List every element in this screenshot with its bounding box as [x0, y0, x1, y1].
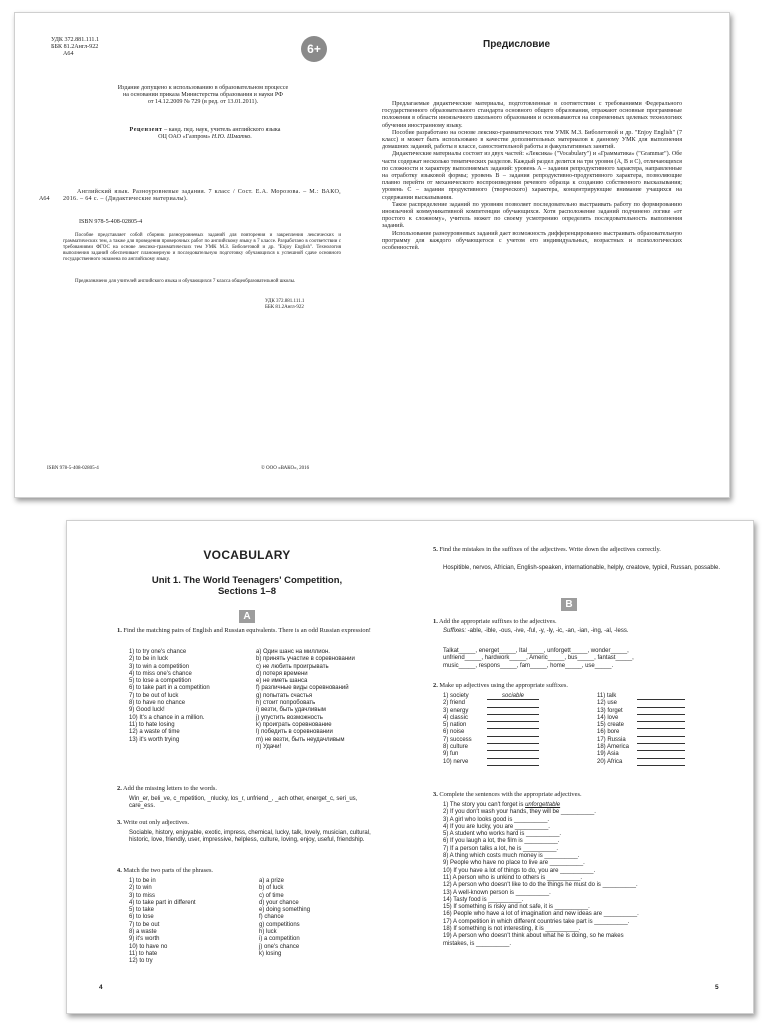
list-item: 19) A person who doesn't think about what he is doing, so he makes [443, 933, 624, 940]
list-item: 6) noise [443, 729, 465, 736]
list-item: b) of luck [259, 885, 284, 892]
vocabulary-title: VOCABULARY [203, 548, 291, 562]
list-item: 4) If you are lucky, you are __________. [443, 823, 550, 830]
list-item: 5) A student who works hard is __________. [443, 831, 562, 838]
preface-paragraph: Предлагаемые дидактические материалы, подготовленные в соответствии с требованиями Федерального государственного образовательного стандарта основного общего образования, отражают основные программные положения в области иноязычного школьного образования и основываются на современных целевых технологиях обучения иностранному языку. [382, 101, 682, 129]
task-number: 2. [117, 785, 122, 792]
list-item: 12) a waste of time [129, 729, 180, 736]
list-item: h) стоит попробовать [256, 700, 316, 707]
list-item: a) a prize [259, 878, 285, 884]
list-item: l) победить в соревновании [256, 729, 333, 736]
task-number: 5. [433, 546, 438, 553]
answer-blank[interactable] [637, 729, 685, 736]
list-item: 11) to hate losing [129, 721, 175, 728]
approval-notice [53, 85, 353, 107]
list-item: 16) People who have a lot of imagination and new ideas are __________. [443, 911, 639, 918]
list-item: 15) create [597, 722, 625, 729]
list-item: 12) use [597, 700, 618, 707]
task-a5-instruction [433, 546, 733, 553]
task-number: 3. [117, 819, 122, 826]
example-answer: sociable [487, 693, 539, 700]
task-text: Write out only adjectives. [123, 819, 190, 826]
catalog-code: А64 [39, 196, 50, 202]
udk-code-bottom: УДК 372.881.111.1 [265, 299, 305, 304]
answer-blank[interactable] [487, 700, 539, 707]
list-item: 13) it's worth trying [129, 736, 180, 743]
missing-letters-text: Win_er, beli_ve, c_mpetition, _nlucky, los_r, unfriend_, _ach other, energet_c, seri_us, care_ess. [129, 796, 358, 810]
approval-line: от 14.12.2009 № 729 (в ред. от 13.01.2011). [147, 99, 259, 106]
nouns-list-right [597, 693, 727, 766]
list-item: j) упустить возможность [256, 714, 323, 721]
imprint-spread-page [14, 12, 730, 498]
list-item: d) потеря времени [256, 670, 308, 677]
answer-blank[interactable] [637, 744, 685, 751]
list-item: 9) Good luck! [129, 707, 165, 714]
page-number-right: 5 [715, 984, 719, 991]
list-item: 5) to lose a competition [129, 678, 192, 685]
list-item: 12) to try [129, 958, 153, 965]
list-item: 1) to try one's chance [129, 649, 187, 655]
suffixes-label: Suffixes: [443, 628, 467, 634]
author-mark: А64 [63, 51, 74, 58]
footer-copyright: © ООО «ВАКО», 2016 [261, 466, 310, 471]
age-rating-badge: 6+ [301, 36, 327, 62]
list-item: g) competitions [259, 921, 300, 928]
list-item: 8) A thing which costs much money is __________. [443, 853, 580, 860]
list-item: 12) A person who doesn't like to do the things he must do is __________. [443, 882, 638, 889]
task-text: Add the appropriate suffixes to the adjectives. [439, 618, 557, 625]
section-a-badge: A [239, 610, 255, 623]
list-item: j) one's chance [259, 943, 300, 950]
task-a4-instruction [117, 867, 385, 874]
list-item: i) везти, быть удачливым [256, 707, 326, 714]
suffixes-list: -able, -ible, -ous, -ive, -ful, -y, -ly, -ic, -an, -ian, -ing, -al, -less. [466, 628, 629, 634]
list-item: 9) fun [443, 751, 459, 758]
catalog-entry: Английский язык. Разноуровневые задания. 7 класс / Сост. Е.А. Морозова. – М.: ВАКО, 2016. – 64 с. – (Дидактические материалы). [63, 189, 341, 203]
list-item: d) your chance [259, 899, 299, 906]
preface-text [382, 101, 682, 252]
phrase-end-list [259, 878, 385, 958]
english-phrases-list [129, 649, 257, 744]
list-item: 8) a waste [129, 929, 157, 936]
list-item: 16) bore [597, 729, 620, 736]
bbk-code-bottom: ББК 81.2Англ-922 [265, 305, 304, 310]
list-item: 15) If something is risky and not safe, it is __________. [443, 904, 590, 911]
adjectives-text: Sociable, history, enjoyable, exotic, impress, chemical, lucky, talk, lovely, musician, cultural, historic, love, friendly, user, impressive, helpless, culture, loving, enjoy, useful, friendship. [129, 830, 371, 844]
answer-blank[interactable] [637, 693, 685, 700]
answer-blank[interactable] [637, 737, 685, 744]
list-item: k) losing [259, 950, 282, 957]
task-number: 4. [117, 867, 122, 874]
list-item: i) a competition [259, 936, 300, 943]
task-number: 1. [117, 627, 122, 634]
list-item: 8) culture [443, 744, 469, 751]
unit-title [107, 575, 387, 597]
list-item: 7) to be out [129, 921, 160, 928]
list-item: 14) love [597, 714, 619, 721]
reviewer-text: – канд. пед. наук, учитель английского языка [162, 127, 281, 133]
list-item: 2) to be in luck [129, 656, 169, 663]
approval-line: на основании приказа Министерства образования и науки РФ [123, 92, 283, 99]
sentence-completion-list [443, 802, 741, 948]
list-item: 11) talk [597, 693, 617, 699]
list-item: 6) If you laugh a lot, the film is __________. [443, 838, 560, 845]
list-item: 6) to lose [129, 914, 154, 921]
reviewer-org: ОЦ ОАО «Газпром» [158, 134, 212, 141]
list-item: 11) A person who is unkind to others is __________. [443, 874, 582, 881]
answer-blank[interactable] [487, 722, 539, 729]
reviewer-name: Н.Ю. Шматко. [211, 134, 252, 141]
list-item: 3) energy [443, 707, 469, 714]
list-item: 10) It's a chance in a million. [129, 714, 205, 721]
list-item: 3) to win a competition [129, 663, 190, 670]
list-item: 2) If you don't wash your hands, they will be __________. [443, 809, 596, 816]
list-item: c) не любить проигрывать [256, 663, 329, 670]
footer-isbn: ISBN 978-5-408-02805-4 [47, 466, 99, 471]
list-item: 10) to have no [129, 943, 168, 950]
task-b3-instruction [433, 791, 733, 798]
list-item: 19) Asia [597, 751, 619, 758]
task-b1-instruction [433, 618, 733, 625]
reviewer-label: Рецензент [129, 127, 163, 133]
list-item: f) различные виды соревнований [256, 685, 349, 692]
classification-bottom [265, 299, 304, 311]
exercise-line: Talkat_____, energet_____, Ital_____, unforgett_____, wonder_____, [443, 648, 629, 654]
list-item: e) не иметь шанса [256, 678, 308, 685]
list-item: 14) Tasty food is __________. [443, 896, 524, 903]
list-item: 2) friend [443, 700, 466, 707]
nouns-list-left [443, 693, 563, 766]
answer-blank[interactable] [637, 751, 685, 758]
preface-paragraph: Дидактические материалы состоят из двух частей: «Лексика» ("Vocabulary") и «Грамматика» ("Grammar"). Обе части содержат несколько тематических разделов. Каждый раздел делится на три уровня (A, B и C), отличающихся по сложности и характеру выполняемых заданий: уровень A – задания репродуктивного характера, направленные на отработку языковой формы; уровень B – задания репродуктивно-продуктивного характера, позволяющие плавно перейти от механического воспроизведения речевого образца к созданию собственного высказывания; уровень C – задания продуктивного (творческого) характера, концентрирующие внимание учащихся на содержании высказывания. [382, 151, 682, 201]
list-item: 3) A girl who looks good is __________. [443, 816, 550, 823]
list-item: 18) America [597, 744, 630, 751]
list-item: 13) forget [597, 707, 623, 714]
task-text: Complete the sentences with the appropriate adjectives. [439, 791, 582, 798]
answer-blank[interactable] [487, 715, 539, 722]
list-item: b) принять участие в соревновании [256, 656, 355, 663]
book-abstract: Пособие представляет собой сборник разноуровневых заданий для повторения и закрепления лексических и грамматических тем, а также для проведения проверочных работ по английскому языку в 7 классе. Разработано в соответствии с требованиями ФГОС на основе лексико-грамматических тем УМК М.З. Биболетовой и др. "Enjoy English". Технология выполнения заданий обеспечивает планомерную и последовательную подготовку обучающихся к успешной сдаче основного государственного экзамена по английскому языку. [63, 233, 341, 262]
list-item: 20) Africa [597, 758, 623, 765]
suffix-exercise [443, 648, 735, 670]
list-item: g) попытать счастья [256, 692, 313, 699]
audience-note: Предназначено для учителей английского языка и обучающихся 7 класса общеобразовательной школы. [75, 279, 296, 284]
answer-blank[interactable] [487, 729, 539, 736]
list-item: 5) nation [443, 722, 467, 729]
list-item: 10) nerve [443, 758, 469, 765]
task-text: Make up adjectives using the appropriate suffixes. [439, 682, 568, 689]
sentence-start: 1) The story you can't forget is [443, 802, 526, 808]
answer-blank[interactable] [637, 708, 685, 715]
task-b2-instruction [433, 682, 733, 689]
approval-line: Издание допущено к использованию в образовательном процессе [117, 85, 289, 91]
udk-code: УДК 372.881.111.1 [51, 37, 100, 43]
list-item: 1) to be in [129, 878, 156, 884]
answer-blank[interactable] [487, 751, 539, 758]
list-item: k) проиграть соревнование [256, 721, 332, 728]
list-item: 4) classic [443, 714, 469, 721]
task-number: 2. [433, 682, 438, 689]
list-item: 3) to miss [129, 892, 156, 899]
list-item: a) Один шанс на миллион. [256, 649, 330, 655]
suffix-mistakes-text: Hospitible, nervos, Africian, English-speaken, internationable, helply, creatove, typicil, Russan, possable. [443, 565, 721, 571]
list-item: 4) to take part in different [129, 899, 196, 906]
reviewer-block [67, 127, 343, 141]
list-item: f) chance [259, 914, 284, 921]
list-item: 7) to be out of luck [129, 692, 179, 699]
answer-blank[interactable] [487, 744, 539, 751]
list-item: 17) A competition in which different countries take part is __________. [443, 918, 630, 925]
example-answer: unforgettable [525, 802, 561, 808]
list-item: 5) to take [129, 907, 155, 914]
task-a3-instruction [117, 819, 385, 826]
answer-blank[interactable] [637, 759, 685, 766]
answer-blank[interactable] [637, 700, 685, 707]
exercise-line: music_____, respons_____, fam_____, home_____, use_____. [443, 662, 614, 669]
bbk-code: ББК 81.2Англ-922 [51, 44, 99, 51]
list-item: 10) If you have a lot of things to do, you are __________. [443, 867, 596, 874]
task-number: 3. [433, 791, 438, 798]
answer-blank[interactable] [637, 722, 685, 729]
vocabulary-spread-page [66, 520, 754, 1014]
list-item: h) luck [259, 929, 277, 936]
unit-title-line: Sections 1–8 [217, 586, 277, 597]
list-item: 11) to hate [129, 950, 158, 957]
suffixes-line [443, 628, 735, 635]
isbn-line: ISBN 978-5-408-02805-4 [79, 219, 143, 225]
preface-title: Предисловие [483, 39, 551, 50]
answer-blank[interactable] [487, 759, 539, 766]
list-item: 6) to take part in a competition [129, 685, 210, 692]
list-item: 17) Russia [597, 736, 626, 743]
list-item: m) не везти, быть неудачливым [256, 736, 345, 743]
answer-blank[interactable] [637, 715, 685, 722]
list-item: 7) If a person talks a lot, he is __________. [443, 845, 559, 852]
answer-blank[interactable] [487, 737, 539, 744]
list-item: 9) it's worth [129, 936, 160, 943]
list-item: 7) success [443, 736, 472, 743]
task-text: Find the mistakes in the suffixes of the adjectives. Write down the adjectives correctly. [439, 546, 661, 553]
list-item: 2) to win [129, 885, 152, 892]
list-item: n) Удачи! [256, 743, 282, 750]
phrase-start-list [129, 878, 257, 966]
task-text: Find the matching pairs of English and Russian equivalents. There is an odd Russian expression! [123, 627, 371, 634]
unit-title-line: Unit 1. The World Teenagers' Competition, [151, 575, 343, 586]
task-text: Match the two parts of the phrases. [123, 867, 214, 874]
list-item: 4) to miss one's chance [129, 670, 192, 677]
task-a1-instruction [117, 627, 385, 634]
list-item: 13) A well-known person is __________. [443, 889, 551, 896]
page-number-left: 4 [99, 984, 103, 991]
task-text: Add the missing letters to the words. [123, 785, 217, 792]
list-item: 8) to have no chance [129, 700, 186, 707]
classification-block [51, 37, 99, 59]
task-a2-instruction [117, 785, 385, 792]
preface-paragraph: Пособие разработано на основе лексико-грамматических тем УМК М.З. Биболетовой и др. "Enjoy English" (7 класс) и может быть использовано в качестве дополнительных материалов к данному УМК для выполнения домашних заданий, работы в классе, самостоятельной работы и факультативных занятий. [382, 129, 682, 151]
list-item: e) doing something [259, 907, 311, 914]
list-item: mistakes, is __________. [443, 940, 512, 947]
russian-phrases-list [256, 649, 386, 751]
list-item: c) of time [259, 892, 284, 899]
exercise-line: unfriend_____, hardwork_____, Americ_____, bus_____, fantast_____, [443, 655, 634, 662]
list-item: 9) People who have no place to live are __________. [443, 860, 585, 867]
task-number: 1. [433, 618, 438, 625]
preface-paragraph: Использование разноуровневых заданий дает возможность дифференцированно выстраивать образовательную программу для каждого обучающегося с учетом его индивидуальных, возрастных и психологических особенностей. [382, 230, 682, 252]
list-item: 18) If something is not interesting, it is __________. [443, 926, 581, 933]
list-item: 1) society [443, 693, 469, 699]
section-b-badge: B [561, 598, 577, 611]
answer-blank[interactable] [487, 708, 539, 715]
preface-paragraph: Такое распределение заданий по уровням позволяет последовательно выстраивать работу по формированию иноязычной коммуникативной компетенции обучающихся. Хотя расположение заданий подчинено логике «от простого к сложному», учитель может по своему усмотрению определять последовательность выполнения заданий. [382, 201, 682, 230]
